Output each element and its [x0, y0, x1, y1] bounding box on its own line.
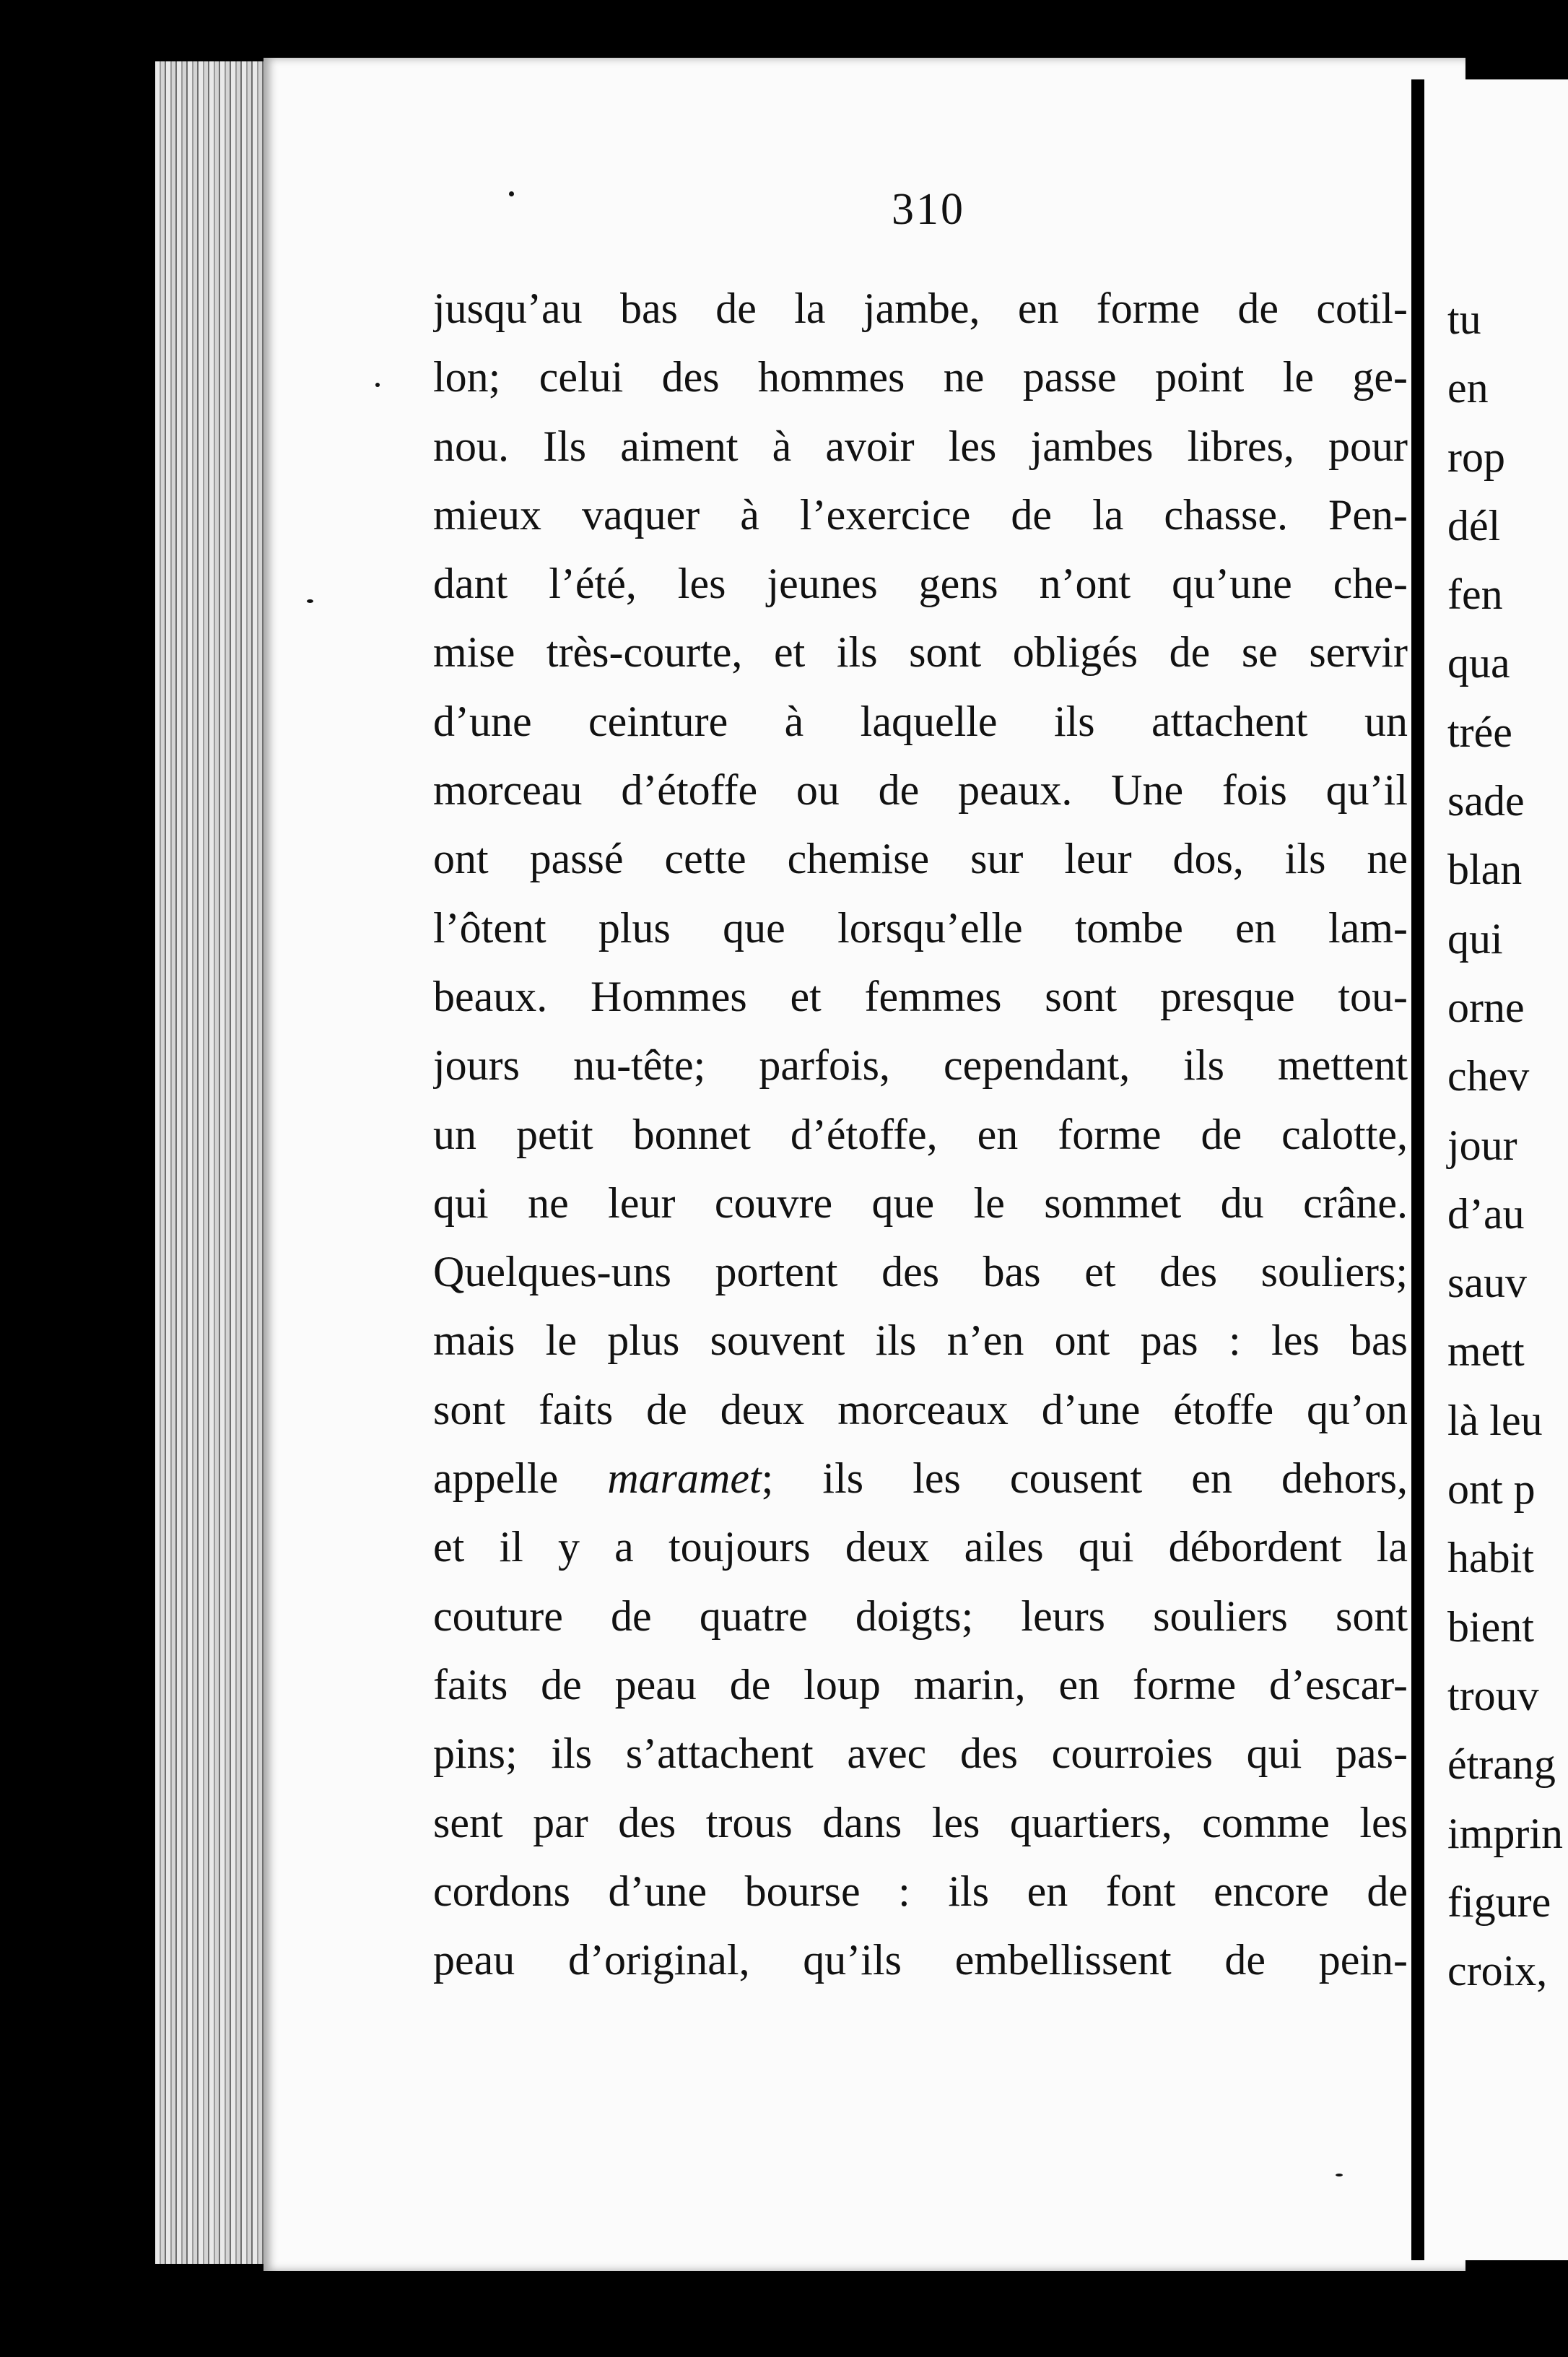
text-line: appelle maramet; ils les cousent en dehors,: [433, 1454, 1408, 1503]
adjacent-text-line: en: [1447, 364, 1489, 412]
text-line: couture de quatre doigts; leurs souliers sont: [433, 1592, 1408, 1640]
text-line: ont passé cette chemise sur leur dos, ils ne: [433, 835, 1408, 883]
adjacent-text-line: figure: [1447, 1878, 1551, 1926]
text-line: jusqu’au bas de la jambe, en forme de cotil-: [433, 285, 1408, 332]
adjacent-text-line: mett: [1447, 1327, 1525, 1376]
text-line: beaux. Hommes et femmes sont presque tou-: [433, 972, 1408, 1020]
adjacent-text-line: bient: [1447, 1602, 1534, 1651]
text-line: morceau d’étoffe ou de peaux. Une fois qu’il: [433, 766, 1408, 815]
text-line: Quelques-uns portent des bas et des souliers;: [433, 1248, 1408, 1296]
adjacent-text-line: trée: [1447, 708, 1512, 756]
adjacent-text-line: jour: [1447, 1121, 1517, 1169]
page-edges: [155, 61, 271, 2264]
body-text: [433, 274, 1408, 1994]
adjacent-text-line: rop: [1447, 433, 1505, 481]
text-line: peau d’original, qu’ils embellissent de pein-: [433, 1936, 1408, 1984]
adjacent-text-line: qua: [1447, 639, 1510, 687]
text-line: d’une ceinture à laquelle ils attachent un: [433, 697, 1408, 745]
adjacent-text-line: trouv: [1447, 1671, 1539, 1719]
text-line: faits de peau de loup marin, en forme d’escar-: [433, 1660, 1408, 1709]
dust-speck: [307, 599, 313, 603]
text-line: sent par des trous dans les quartiers, comme les: [433, 1798, 1408, 1846]
text-line: lon; celui des hommes ne passe point le ge-: [433, 353, 1408, 401]
adjacent-text-line: d’au: [1447, 1189, 1525, 1238]
adjacent-text-line: dél: [1447, 501, 1501, 550]
adjacent-text-line: blan: [1447, 846, 1523, 894]
text-line: mieux vaquer à l’exercice de la chasse. Pen-: [433, 490, 1408, 539]
adjacent-text-line: tu: [1447, 295, 1481, 343]
adjacent-page-text: [1447, 285, 1563, 2005]
text-line: l’ôtent plus que lorsqu’elle tombe en lam-: [433, 903, 1408, 952]
adjacent-text-line: habit: [1447, 1534, 1534, 1582]
adjacent-text-line: qui: [1447, 914, 1503, 963]
italic-term: maramet: [607, 1454, 762, 1503]
dust-speck: [1336, 2174, 1343, 2176]
dust-speck: [375, 383, 380, 387]
text-line: dant l’été, les jeunes gens n’ont qu’une che-: [433, 560, 1408, 608]
adjacent-text-line: croix,: [1447, 1947, 1548, 1995]
adjacent-text-line: imprin: [1447, 1809, 1563, 1857]
adjacent-text-line: sade: [1447, 777, 1525, 825]
text-line: pins; ils s’attachent avec des courroies qui pas-: [433, 1729, 1408, 1778]
adjacent-text-line: orne: [1447, 983, 1525, 1031]
adjacent-text-line: ont p: [1447, 1465, 1536, 1514]
adjacent-text-line: sauv: [1447, 1259, 1527, 1307]
adjacent-text-line: étrang: [1447, 1740, 1556, 1789]
page-number: 310: [892, 185, 965, 234]
adjacent-text-line: là leu: [1447, 1396, 1543, 1444]
adjacent-text-line: fen: [1447, 570, 1503, 619]
book-gutter: [1411, 79, 1424, 2260]
text-line: nou. Ils aiment à avoir les jambes libres, pour: [433, 422, 1408, 470]
text-line: mise très-courte, et ils sont obligés de se servir: [433, 628, 1408, 677]
text-line: qui ne leur couvre que le sommet du crâne.: [433, 1178, 1408, 1227]
text-line: un petit bonnet d’étoffe, en forme de calotte,: [433, 1110, 1408, 1158]
text-line: cordons d’une bourse : ils en font encore de: [433, 1867, 1408, 1915]
dust-speck: [509, 191, 514, 196]
text-line: sont faits de deux morceaux d’une étoffe qu’on: [433, 1385, 1408, 1433]
text-line: mais le plus souvent ils n’en ont pas : les bas: [433, 1316, 1408, 1365]
adjacent-text-line: chev: [1447, 1052, 1530, 1101]
text-line: jours nu-tête; parfois, cependant, ils mettent: [433, 1041, 1408, 1090]
text-line: et il y a toujours deux ailes qui débordent la: [433, 1523, 1408, 1571]
